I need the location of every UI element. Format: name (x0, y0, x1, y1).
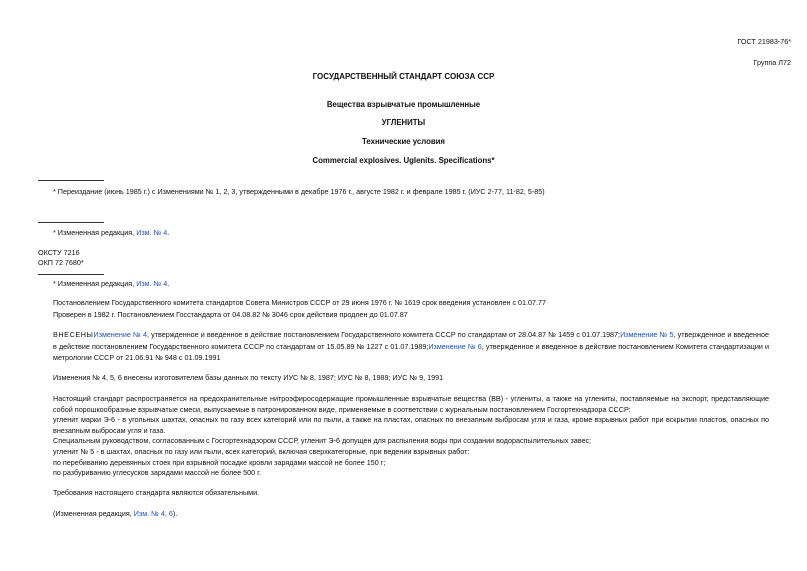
body-paragraph: по перебиванию деревянных стоек при взрывной посадке кровли зарядами массой не более 150 г; (53, 458, 386, 467)
changes-note: Изменения № 4, 5, 6 внесены изготовителем базы данных по тексту ИУС № 8, 1987; ИУС № 8, 1989; ИУС № 9, 1991 (53, 373, 444, 382)
english-title: Commercial explosives. Uglenits. Specifications* (312, 156, 495, 165)
standard-title: ГОСУДАРСТВЕННЫЙ СТАНДАРТ СОЮЗА ССР (312, 72, 495, 81)
introduced-label: ВНЕСЕНЫ (53, 330, 94, 339)
change-6-link[interactable]: Изменение № 6 (428, 341, 482, 351)
introduced-text: , утвержденное и введенное в действие постановлением Государственного комитета СССР по стандартам от 28.04.87 № 1459 с 01.07.1987; (146, 330, 621, 339)
footnote-reissue: * Переиздание (июнь 1985 г.) с Изменениями № 1, 2, 3, утвержденными в декабре 1976 г., августе 1982 г. и феврале 1985 г. (ИУС 2-77, 11-82, 5-85) (53, 187, 545, 196)
footnote-changed (53, 279, 169, 288)
footnote-divider (38, 222, 104, 223)
decree-line: Проверен в 1982 г. Постановлением Госстандарта от 04.08.82 № 3046 срок действия продлен до 01.07.87 (53, 310, 408, 319)
okp-code: ОКП 72 7680* (38, 258, 84, 267)
body-paragraph: угленит марки Э-6 - в угольных шахтах, опасных по газу всех категорий или по пыли, а также на пластах, опасных по внезапным выбросам угля и газа, кроме взрывных работ при вскрытии пластов, опасных по внезапным выбросам угля и газа. (53, 415, 769, 435)
mandatory-note: Требования настоящего стандарта являются обязательными. (53, 488, 260, 497)
edition-text: ). (172, 509, 178, 518)
body-paragraph: Специальным руководством, согласованным с Госгортехнадзором СССР, угленит Э-6 допущен для распыления воды при создании водораспылительных завес; (53, 436, 592, 445)
footnote-divider (38, 274, 104, 275)
group-code: Группа Л72 (753, 58, 791, 67)
document-number: ГОСТ 21983-76* (737, 37, 791, 46)
specification-title: Технические условия (362, 137, 445, 146)
change-5-link[interactable]: Изменение № 5 (620, 330, 674, 339)
document-name: УГЛЕНИТЫ (381, 118, 426, 127)
footnote-text: . (167, 228, 170, 237)
okstu-code: ОКСТУ 7216 (38, 248, 80, 257)
change-4-link[interactable]: Изменение № 4 (93, 330, 147, 339)
introduced-text: , утвержденное и введенное в действие постановлением Комитета стандартизации и метрологии СССР от 21.06.91 № 948 с 01.09.1991 (53, 341, 769, 362)
decree-line: Постановлением Государственного комитета стандартов Совета Министров СССР от 29 июня 1976 г. № 1619 срок введения установлен с 01.07.77 (53, 298, 547, 307)
footnote-text: * Измененная редакция, (53, 279, 137, 288)
document-subtitle: Вещества взрывчатые промышленные (326, 100, 481, 109)
footnote-changed (53, 228, 169, 237)
body-paragraph: по разбуриванию углесусков зарядами массой не более 500 г. (53, 468, 261, 477)
introduced-changes (53, 329, 769, 364)
edition-text: (Измененная редакция, (53, 509, 134, 518)
body-paragraph: угленит № 5 - в шахтах, опасных по газу или пыли, всех категорий, включая сверхкатегорные, при ведении взрывных работ: (53, 447, 470, 456)
footnote-text: . (167, 279, 170, 288)
change-4-link[interactable]: Изм. № 4 (136, 279, 168, 288)
body-paragraph: Настоящий стандарт распространяется на предохранительные нитроэфиросодержащие промышленные взрывчатые вещества (ВВ) - углениты, а также на углениты, поставляемые на экспорт, представляющие собой порошкообразные взрывчатые смеси, выпускаемые в патронированном виде, применяемые в соответствии с журнальным постановлением Госгортехнадзора СССР: (53, 394, 769, 414)
introduced-text: , утвержденное и введенное в действие постановлением Государственного комитета СССР по стандартам от 15.05.89 № 1227 с 01.07.1989; (53, 330, 769, 351)
change-4-6-link[interactable]: Изм. № 4, 6 (133, 509, 173, 518)
footnote-text: * Измененная редакция, (53, 228, 137, 237)
edition-note (53, 509, 177, 518)
change-4-link[interactable]: Изм. № 4 (136, 228, 168, 237)
footnote-divider (38, 180, 104, 181)
